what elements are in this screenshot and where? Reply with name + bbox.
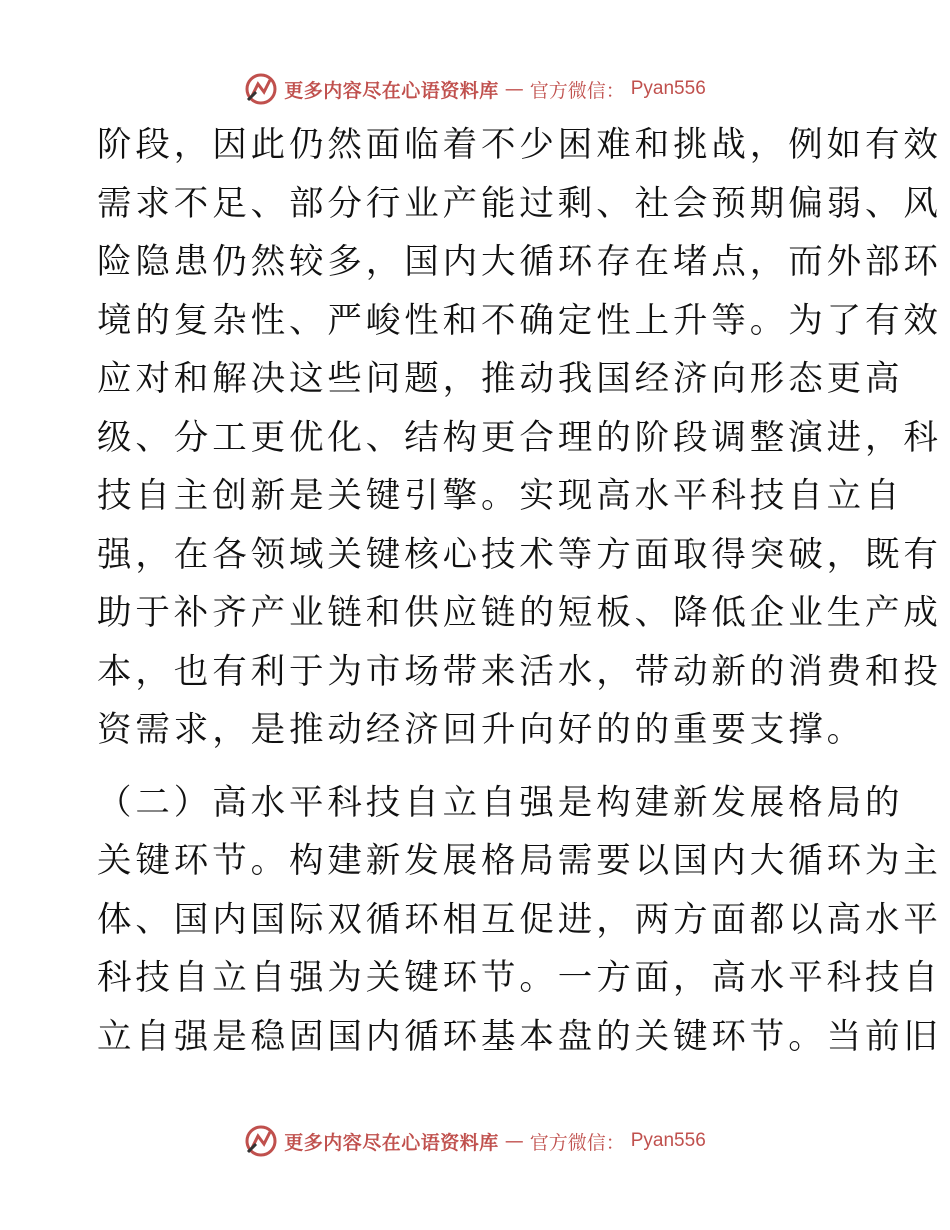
- text-line: 关键环节。构建新发展格局需要以国内大循环为主: [97, 841, 942, 881]
- paragraph: [97, 116, 942, 760]
- text-line: （二）高水平科技自立自强是构建新发展格局的: [97, 782, 904, 823]
- watermark-separator: —: [504, 78, 524, 100]
- text-line: 应对和解决这些问题，推动我国经济向形态更高: [97, 359, 904, 399]
- text-line: 技自主创新是关键引擎。实现高水平科技自立自: [97, 476, 904, 516]
- text-line: 助于补齐产业链和供应链的短板、降低企业生产成: [97, 593, 942, 633]
- watermark-wechat-id: Pyan556: [630, 78, 706, 99]
- text-line: 险隐患仍然较多，国内大循环存在堵点，而外部环: [97, 242, 942, 282]
- logo-icon: [244, 1124, 278, 1158]
- watermark-text: 更多内容尽在心语资料库: [284, 1131, 499, 1154]
- watermark-wechat-label: 官方微信：: [529, 79, 625, 102]
- paragraph: [97, 774, 942, 1067]
- watermark-wechat-label: 官方微信：: [529, 1131, 625, 1154]
- text-line: 需求不足、部分行业产能过剩、社会预期偏弱、风: [97, 183, 942, 224]
- text-line: 科技自立自强为关键环节。一方面，高水平科技自: [97, 958, 942, 998]
- watermark-wechat-id: Pyan556: [630, 1130, 706, 1151]
- text-line: 强，在各领域关键核心技术等方面取得突破，既有: [97, 534, 942, 575]
- text-line: 境的复杂性、严峻性和不确定性上升等。为了有效: [97, 300, 942, 341]
- watermark-text: 更多内容尽在心语资料库: [284, 79, 499, 102]
- text-line: 本，也有利于为市场带来活水，带动新的消费和投: [97, 651, 942, 692]
- paragraph-gap: [97, 760, 852, 774]
- text-line: 立自强是稳固国内循环基本盘的关键环节。当前旧: [97, 1016, 942, 1057]
- text-line: 级、分工更优化、结构更合理的阶段调整演进，科: [97, 417, 942, 458]
- logo-icon: [244, 72, 278, 106]
- footer-watermark: [0, 1124, 950, 1158]
- text-line: 资需求，是推动经济回升向好的的重要支撑。: [97, 710, 865, 750]
- text-line: 体、国内国际双循环相互促进，两方面都以高水平: [97, 899, 942, 940]
- header-watermark: [0, 72, 950, 106]
- document-body: [97, 116, 942, 1066]
- text-line: 阶段，因此仍然面临着不少困难和挑战，例如有效: [97, 125, 942, 165]
- watermark-separator: —: [504, 1130, 524, 1152]
